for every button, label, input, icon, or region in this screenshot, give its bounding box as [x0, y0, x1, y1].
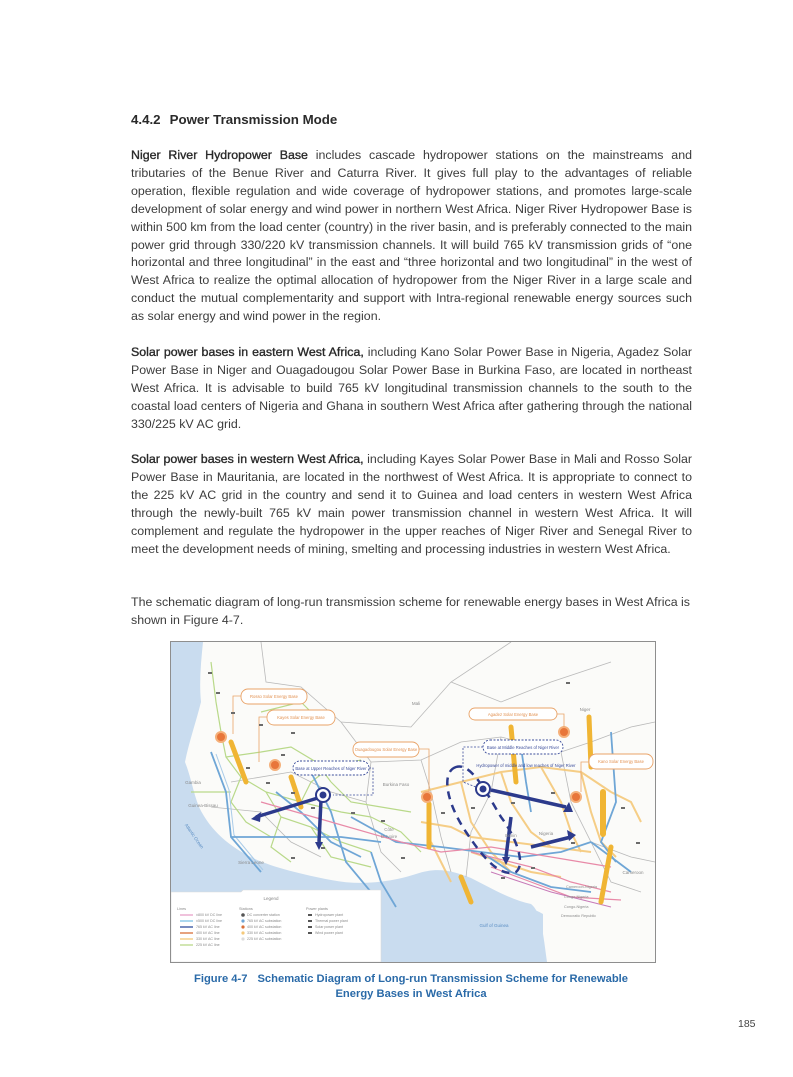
legend-title: Legend	[263, 896, 279, 901]
callout-middle-niger: Base at Middle Reaches of Niger River	[486, 745, 560, 750]
label-mali: Mali	[411, 701, 421, 706]
figure-caption-line2: Energy Bases in West Africa	[335, 988, 487, 1000]
label-atlantic-ocean: Atlantic Ocean	[183, 822, 205, 850]
paragraph-figure-reference	[131, 594, 692, 630]
label-guinea-bissau: Guinea-Bissau	[188, 803, 218, 808]
paragraph-western-solar	[131, 451, 692, 558]
label-gambia: Gambia	[185, 780, 201, 785]
paragraph-lead: Niger River Hydropower Base	[131, 148, 308, 162]
label-to-drc: Democratic Republic	[561, 914, 597, 918]
paragraph-body: including Kano Solar Power Base in Nigeria, Agadez Solar Power Base in Niger and Ouagadougou Solar Power Base in Burkina Faso, are located in northeast West Africa. It is advisable to build 765 kV longitudinal transmission channels to the south to the coastal load centers of Nigeria and Ghana in southern West Africa after gathering through the national 330/225 kV AC grid.	[131, 345, 693, 431]
label-nigeria: Nigeria	[538, 831, 554, 836]
paragraph-body: including Kayes Solar Power Base in Mali and Rosso Solar Power Base in Mauritania, are located in the northwest of West Africa. It is appropriate to connect to the 225 kV AC grid in the country and send it to Guinea and load centers in western West Africa through the newly-built 765 kV main power transmission channel in western West Africa. It will complement and regulate the hydropower in the upper reaches of Niger River and Senegal River to meet the development needs of mining, smelting and processing industries in western West Africa.	[131, 452, 692, 556]
legend-line-225ac: 225 kV AC line	[196, 943, 220, 947]
legend-plant-hydro: Hydropower plant	[315, 913, 344, 917]
callout-middle-low-niger: Hydropower of middle and low reaches of Niger River	[476, 763, 576, 768]
map-legend	[171, 890, 381, 962]
section-number: 4.4.2	[131, 112, 161, 127]
transmission-map-figure	[170, 641, 656, 963]
legend-plant-thermal: Thermal power plant	[315, 919, 348, 923]
paragraph-body: The schematic diagram of long-run transmission scheme for renewable energy bases in West Africa is shown in Figure 4-7.	[131, 595, 690, 627]
paragraph-lead: Solar power bases in western West Africa,	[131, 452, 364, 466]
callout-upper-niger: Base at Upper Reaches of Niger River	[295, 766, 367, 771]
paragraph-eastern-solar	[131, 344, 692, 434]
legend-plant-solar: Solar power plant	[315, 925, 343, 929]
paragraph-niger-hydropower	[131, 147, 692, 326]
figure-caption	[170, 972, 652, 1002]
legend-station-765: 765 kV AC substation	[247, 919, 282, 923]
legend-station-dc: DC converter station	[247, 913, 280, 917]
hydro-base-middle-marker	[476, 782, 490, 796]
legend-line-800dc: ±800 kV DC line	[196, 913, 222, 917]
section-heading	[131, 112, 337, 127]
label-cameroon: Cameroon	[622, 870, 644, 875]
label-burkina-faso: Burkina Faso	[382, 782, 410, 787]
hydro-base-upper-marker	[316, 788, 330, 802]
legend-line-400ac: 400 kV AC line	[196, 931, 220, 935]
legend-station-400: 400 kV AC substation	[247, 925, 282, 929]
legend-station-225: 225 kV AC substation	[247, 937, 282, 941]
label-sierra-leone: Sierra Leone	[238, 860, 264, 865]
label-to-congo: Congo-Nigeria	[564, 895, 589, 899]
label-cote-divoire-1: Côte	[384, 827, 394, 832]
figure-number: Figure 4-7	[194, 973, 248, 985]
label-to-congo2: Congo-Nigeria	[564, 905, 589, 909]
legend-line-765ac: 765 kV AC line	[196, 925, 220, 929]
legend-stations-heading: Stations	[239, 907, 253, 911]
legend-plant-wind: Wind power plant	[315, 931, 343, 935]
section-title: Power Transmission Mode	[169, 112, 338, 127]
page-number: 185	[738, 1018, 756, 1030]
legend-line-330ac: 330 kV AC line	[196, 937, 220, 941]
callout-kano: Kano Solar Energy Base	[598, 759, 644, 764]
label-niger: Niger	[579, 707, 591, 712]
label-benin: Benin	[505, 833, 517, 838]
west-africa-map	[171, 642, 655, 962]
legend-line-500dc: ±500 kV DC line	[196, 919, 222, 923]
legend-plants-heading: Power plants	[306, 907, 328, 911]
label-gulf-of-guinea: Gulf of Guinea	[479, 923, 509, 928]
legend-station-330: 330 kV AC substation	[247, 931, 282, 935]
callout-ouagadougou: Ouagadougou Solar Energy Base	[354, 747, 418, 752]
label-cote-divoire-2: D' Ivoire	[380, 834, 398, 839]
paragraph-lead: Solar power bases in eastern West Africa,	[131, 345, 364, 359]
callout-rosso: Rosso Solar Energy Base	[250, 694, 298, 699]
callout-kayes: Kayes Solar Energy Base	[277, 715, 325, 720]
callout-agadez: Agadez Solar Energy Base	[487, 712, 539, 717]
figure-caption-line1: Schematic Diagram of Long-run Transmission Scheme for Renewable	[257, 973, 628, 985]
paragraph-body: includes cascade hydropower stations on the mainstreams and tributaries of the Benue River and Caturra River. It gives full play to the advantages of reliable operation, flexible regulation and wide coverage of hydropower stations, and promotes large-scale development of solar energy and wind power in northern West Africa. Niger River Hydropower Base is within 500 km from the load center (country) in the river basin, and is preferably connected to the main power grid through 330/220 kV transmission channels. It will build 765 kV transmission grids of “one horizontal and three longitudinal” in the east and “three horizontal and two longitudinal” in the west of West Africa to realize the optimal allocation of hydropower from the Niger River in a large scale and conduct the mutual complementarity and support with Intra-regional renewable energy sources such as solar energy and wind power in the region.	[131, 148, 692, 324]
label-to-cameroon: Cameroon-Nigeria	[566, 885, 598, 889]
legend-lines-heading: Lines	[177, 907, 187, 911]
